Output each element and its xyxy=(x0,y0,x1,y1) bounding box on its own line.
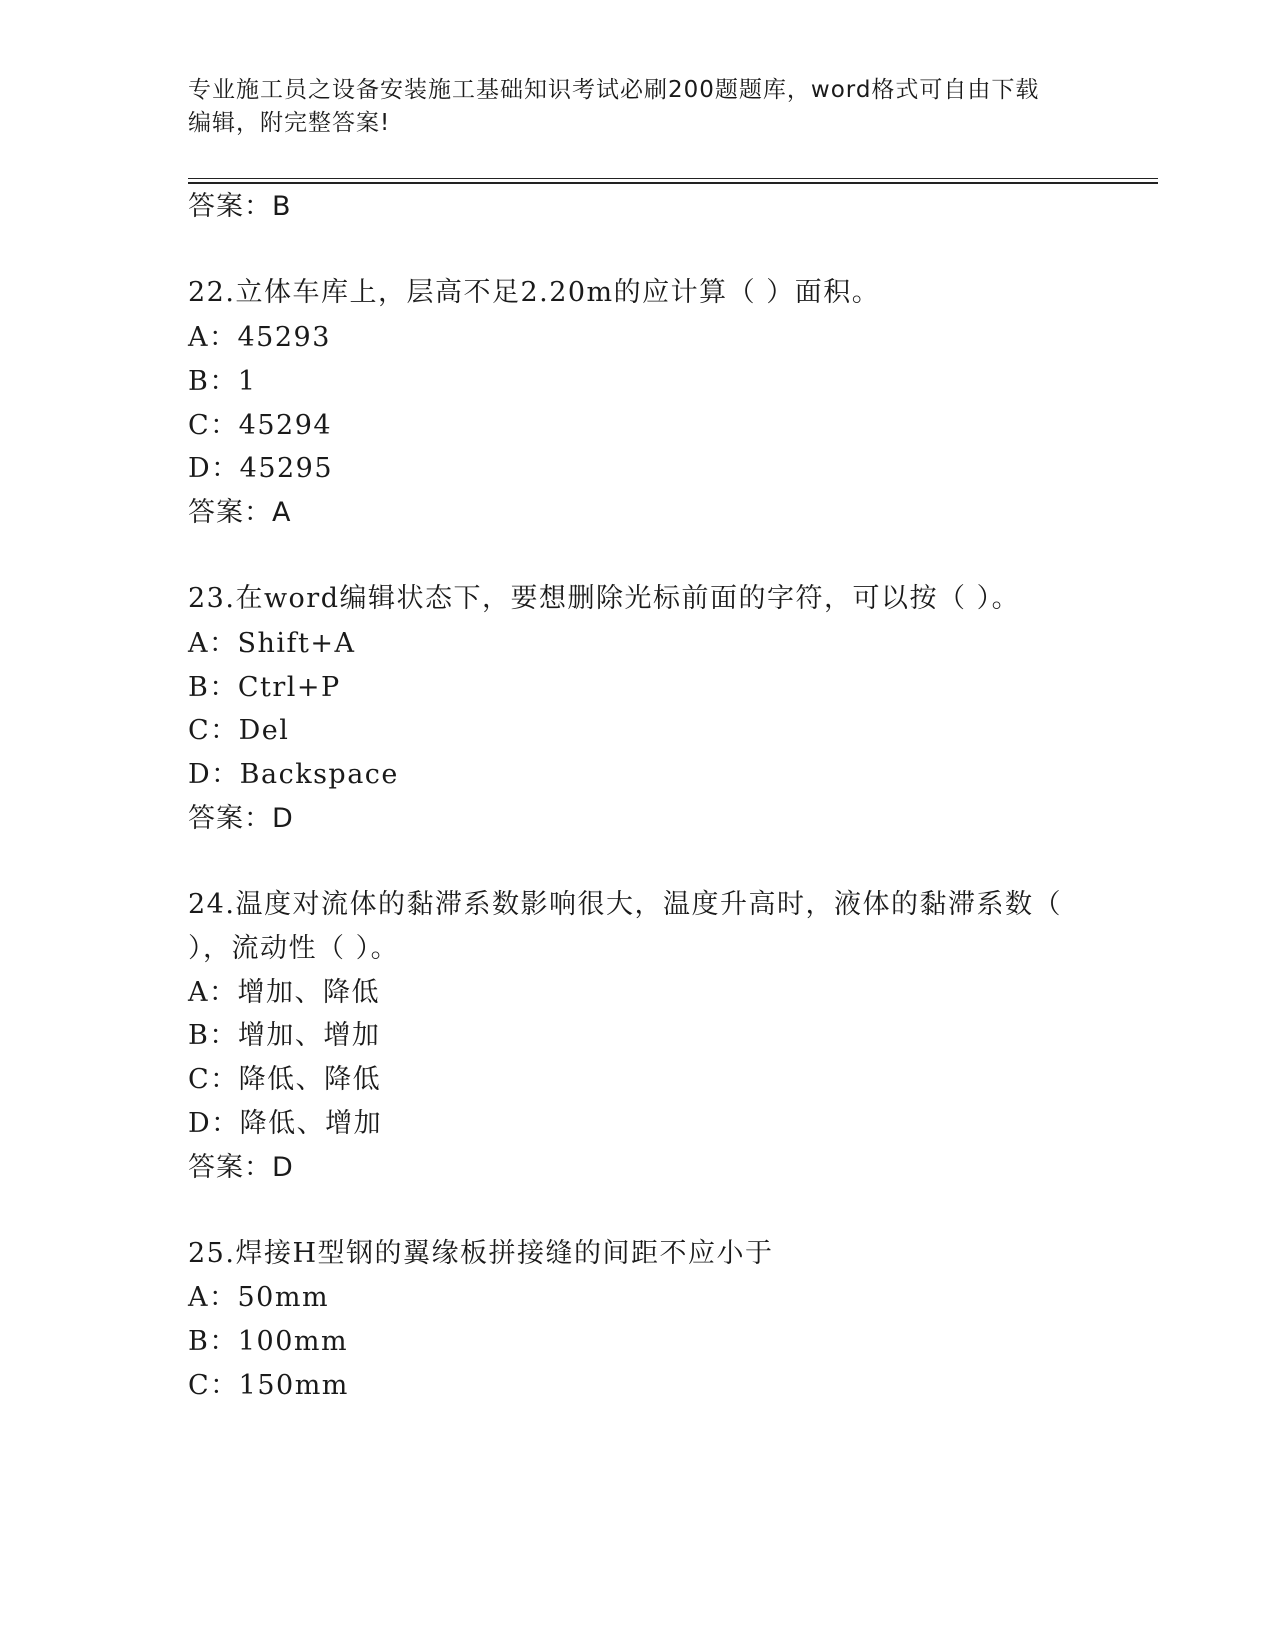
question-24-option-d: D：降低、增加 xyxy=(188,1108,383,1139)
previous-answer: 答案：B xyxy=(188,191,292,222)
question-23-option-d: D：Backspace xyxy=(188,759,399,790)
question-25-option-c: C：150mm xyxy=(188,1370,349,1401)
question-23-option-a: A：Shift+A xyxy=(188,628,356,659)
question-24-answer: 答案：D xyxy=(188,1152,294,1183)
header-title-line-1: 专业施工员之设备安装施工基础知识考试必刷200题题库，word格式可自由下载 xyxy=(188,77,1040,103)
header-divider-thin xyxy=(188,178,1158,179)
question-22-option-c: C：45294 xyxy=(188,410,333,441)
header-divider-thick xyxy=(188,182,1158,184)
question-23-option-c: C：Del xyxy=(188,715,290,746)
question-22-option-b: B：1 xyxy=(188,366,257,397)
question-23-answer: 答案：D xyxy=(188,803,294,834)
question-24-option-b: B：增加、增加 xyxy=(188,1020,381,1051)
question-23-option-b: B：Ctrl+P xyxy=(188,672,341,703)
question-22-option-a: A：45293 xyxy=(188,322,331,353)
question-22-stem: 22.立体车库上，层高不足2.20m的应计算（ ）面积。 xyxy=(188,277,881,308)
question-23-stem: 23.在word编辑状态下，要想删除光标前面的字符，可以按（ ）。 xyxy=(188,583,1021,614)
question-24-stem-line-2: ），流动性（ ）。 xyxy=(188,933,400,964)
question-24-option-c: C：降低、降低 xyxy=(188,1064,382,1095)
question-24-option-a: A：增加、降低 xyxy=(188,977,380,1008)
question-24-stem-line-1: 24.温度对流体的黏滞系数影响很大，温度升高时，液体的黏滞系数（ xyxy=(188,889,1062,920)
header-title-line-2: 编辑，附完整答案! xyxy=(188,110,391,136)
question-22-answer: 答案：A xyxy=(188,497,292,528)
document-header xyxy=(188,74,1068,140)
question-25-option-a: A：50mm xyxy=(188,1282,330,1313)
question-25-stem: 25.焊接H型钢的翼缘板拼接缝的间距不应小于 xyxy=(188,1238,774,1269)
question-25-option-b: B：100mm xyxy=(188,1326,349,1357)
question-22-option-d: D：45295 xyxy=(188,453,334,484)
